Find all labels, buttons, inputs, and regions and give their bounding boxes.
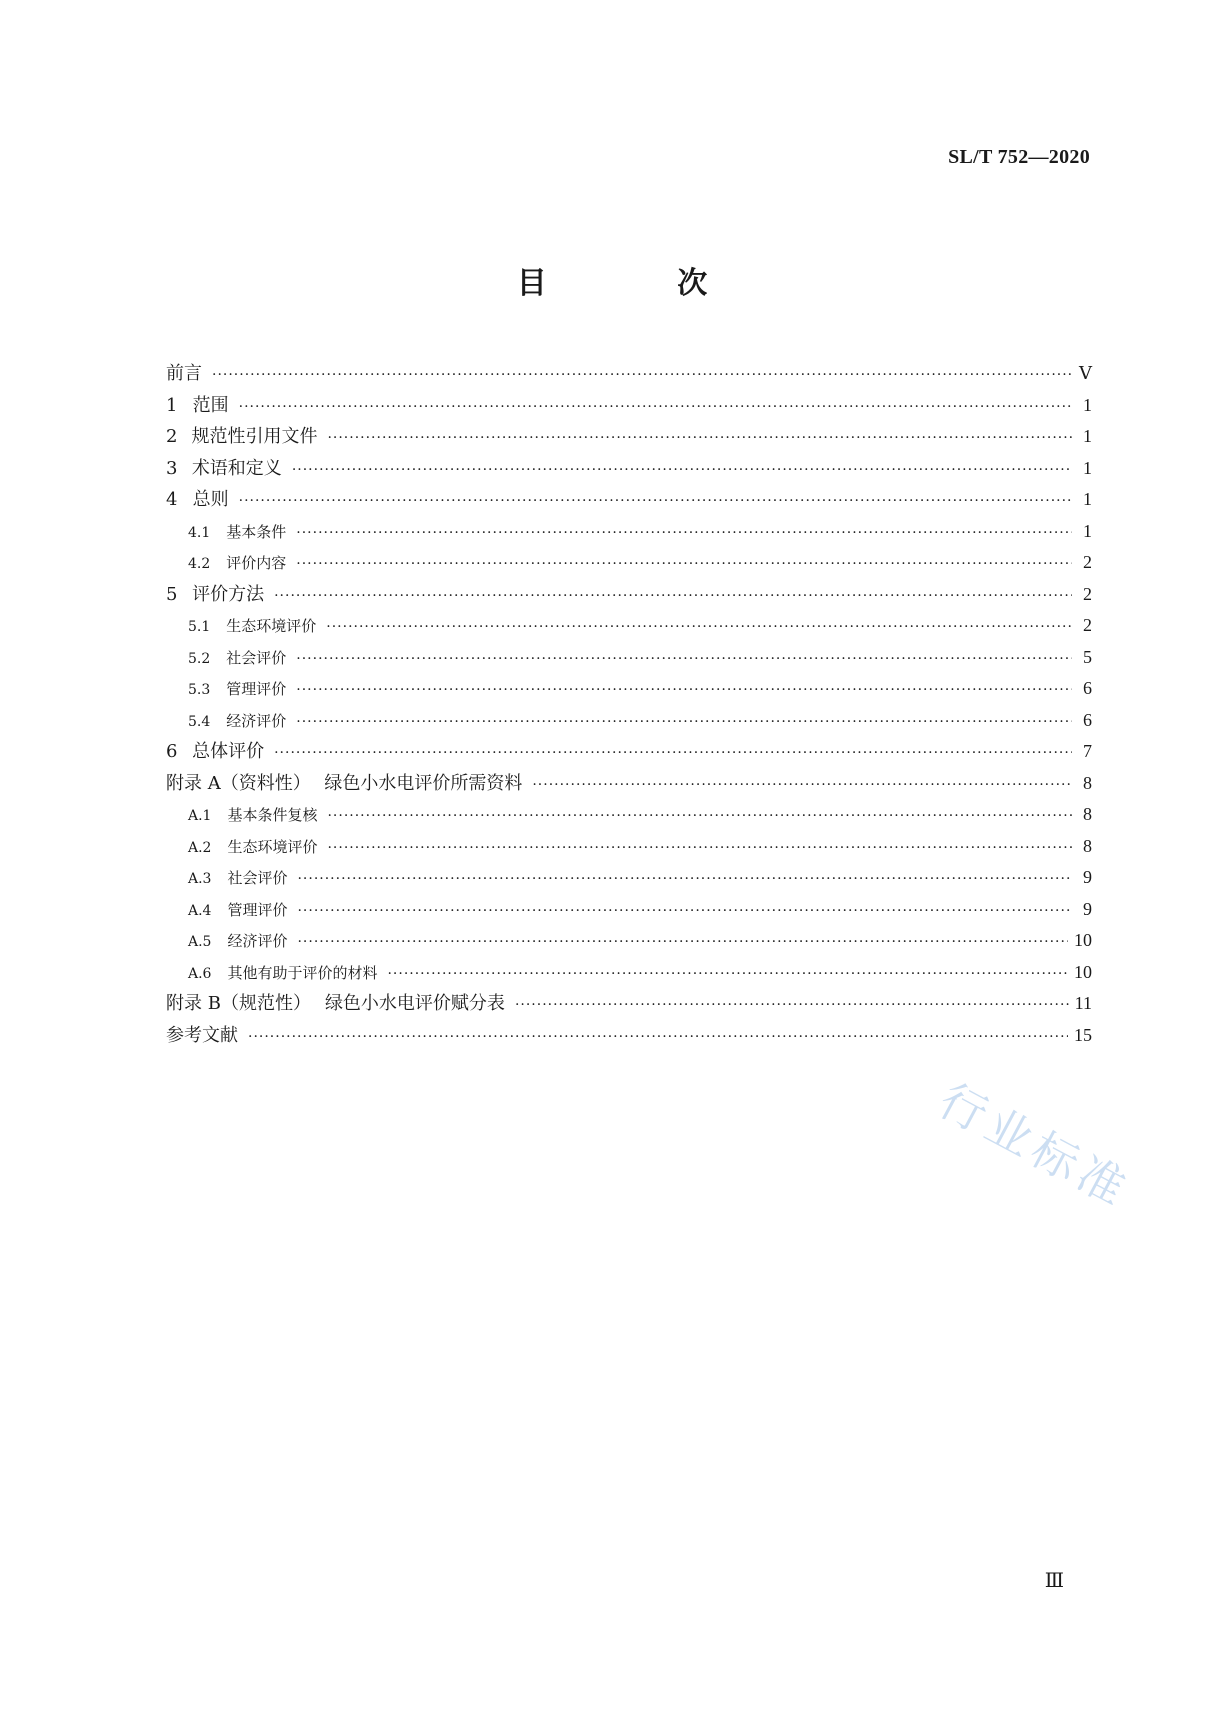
toc-entry-title: 范围 xyxy=(192,394,229,416)
toc-entry-number: A.3 xyxy=(188,871,212,887)
toc-entry-title: 绿色小水电评价所需资料 xyxy=(324,772,523,794)
toc-entry-number: 5.4 xyxy=(188,713,211,730)
toc-leader-dots xyxy=(296,707,1072,739)
toc-entry-title: 评价内容 xyxy=(226,554,287,572)
toc-entry-number: A.6 xyxy=(188,965,212,982)
toc-entry-page: 2 xyxy=(1083,615,1092,635)
toc-entry-number: 4.2 xyxy=(188,556,211,572)
toc-entry-title: 参考文献 xyxy=(166,1024,238,1046)
toc-leader-dots xyxy=(296,549,1072,581)
toc-entry[interactable] xyxy=(166,673,1092,705)
toc-entry[interactable] xyxy=(166,894,1092,926)
toc-entry-page: 8 xyxy=(1083,804,1092,824)
toc-entry-number: 附录 B（规范性） xyxy=(166,993,311,1014)
toc-entry-title: 经济评价 xyxy=(226,711,287,730)
toc-entry[interactable] xyxy=(166,358,1092,390)
toc-entry-title: 总体评价 xyxy=(192,741,265,762)
toc-leader-dots xyxy=(274,581,1072,613)
toc-entry-page: 1 xyxy=(1083,426,1092,446)
toc-entry[interactable] xyxy=(166,831,1092,863)
toc-entry-number: 6 xyxy=(166,741,178,762)
toc-leader-dots xyxy=(274,738,1072,770)
toc-entry-page: 2 xyxy=(1083,583,1092,604)
toc-leader-dots xyxy=(248,1022,1068,1054)
toc-leader-dots xyxy=(387,959,1068,991)
toc-entry-title: 经济评价 xyxy=(227,932,288,950)
toc-entry-number: 5.1 xyxy=(188,619,211,635)
toc-leader-dots xyxy=(212,360,1072,392)
toc-entry-page: 9 xyxy=(1083,867,1092,887)
toc-entry[interactable] xyxy=(166,421,1092,453)
toc-entry[interactable] xyxy=(166,957,1092,989)
document-code: SL/T 752—2020 xyxy=(948,146,1090,168)
toc-entry-title: 绿色小水电评价赋分表 xyxy=(324,993,505,1014)
toc-entry-title: 生态环境评价 xyxy=(227,837,318,856)
toc-entry-title: 基本条件 xyxy=(226,522,287,541)
page-number: Ⅲ xyxy=(1044,1570,1064,1592)
toc-entry-page: 5 xyxy=(1083,646,1092,667)
toc-entry[interactable] xyxy=(166,768,1092,800)
toc-entry[interactable] xyxy=(166,516,1092,548)
toc-leader-dots xyxy=(327,833,1072,865)
toc-entry-number: 5.2 xyxy=(188,650,211,667)
toc-entry-page: 9 xyxy=(1083,898,1092,919)
toc-entry[interactable] xyxy=(166,547,1092,579)
toc-entry-page: 6 xyxy=(1083,678,1092,698)
toc-entry-number: 附录 A（资料性） xyxy=(166,772,311,794)
toc-list xyxy=(166,358,1092,1051)
toc-leader-dots xyxy=(327,423,1072,455)
toc-entry-page: 10 xyxy=(1074,930,1092,950)
toc-leader-dots xyxy=(239,486,1072,518)
toc-entry-title: 其他有助于评价的材料 xyxy=(227,963,378,982)
toc-entry-page: 1 xyxy=(1083,520,1092,541)
toc-leader-dots xyxy=(296,644,1072,676)
toc-entry-number: A.5 xyxy=(188,934,212,950)
toc-entry-number: 3 xyxy=(166,457,178,479)
toc-entry[interactable] xyxy=(166,390,1092,422)
toc-leader-dots xyxy=(292,455,1072,487)
toc-entry-number: 5 xyxy=(166,583,178,605)
toc-entry-page: 1 xyxy=(1083,489,1092,509)
toc-leader-dots xyxy=(297,896,1072,928)
toc-entry-page: 15 xyxy=(1074,1024,1092,1045)
toc-leader-dots xyxy=(297,864,1072,896)
toc-entry-title: 社会评价 xyxy=(226,648,287,667)
toc-leader-dots xyxy=(297,927,1068,959)
toc-entry-page: 8 xyxy=(1083,835,1092,856)
toc-entry-page: 1 xyxy=(1083,394,1092,415)
toc-entry-page: 6 xyxy=(1083,709,1092,730)
toc-entry-title: 评价方法 xyxy=(192,583,265,605)
toc-leader-dots xyxy=(326,612,1072,644)
toc-entry[interactable] xyxy=(166,579,1092,611)
toc-entry-page: 2 xyxy=(1083,552,1092,572)
toc-entry-number: A.2 xyxy=(188,839,212,856)
toc-leader-dots xyxy=(296,675,1072,707)
toc-entry[interactable] xyxy=(166,484,1092,516)
toc-entry[interactable] xyxy=(166,642,1092,674)
toc-entry[interactable] xyxy=(166,705,1092,737)
toc-entry[interactable] xyxy=(166,862,1092,894)
toc-entry-title: 管理评价 xyxy=(226,680,287,698)
toc-entry-number: 4.1 xyxy=(188,524,211,541)
toc-entry-title: 基本条件复核 xyxy=(227,806,318,824)
toc-entry-title: 生态环境评价 xyxy=(226,617,317,635)
toc-leader-dots xyxy=(515,990,1069,1022)
toc-entry-page: Ⅴ xyxy=(1079,363,1092,383)
watermark: 行业标准 xyxy=(930,1072,1140,1219)
toc-entry[interactable] xyxy=(166,799,1092,831)
toc-entry[interactable] xyxy=(166,988,1092,1020)
toc-entry-page: 10 xyxy=(1074,961,1092,982)
toc-entry-number: 4 xyxy=(166,489,178,510)
toc-leader-dots xyxy=(532,770,1072,802)
toc-entry-page: 1 xyxy=(1083,457,1092,478)
toc-entry[interactable] xyxy=(166,1020,1092,1052)
toc-title: 目 次 xyxy=(516,266,768,301)
toc-entry-title: 规范性引用文件 xyxy=(191,426,318,447)
toc-entry-title: 总则 xyxy=(192,489,229,510)
toc-leader-dots xyxy=(239,392,1072,424)
toc-leader-dots xyxy=(296,518,1072,550)
toc-entry-title: 前言 xyxy=(166,363,202,384)
toc-entry-page: 7 xyxy=(1083,741,1092,761)
toc-entry-number: 5.3 xyxy=(188,682,211,698)
toc-entry-number: 2 xyxy=(166,426,178,447)
toc-entry-title: 术语和定义 xyxy=(191,457,282,479)
toc-entry[interactable] xyxy=(166,453,1092,485)
toc-entry-page: 11 xyxy=(1074,993,1092,1013)
toc-entry-number: A.1 xyxy=(188,808,212,824)
toc-entry[interactable] xyxy=(166,736,1092,768)
toc-entry[interactable] xyxy=(166,925,1092,957)
toc-entry-title: 管理评价 xyxy=(227,900,288,919)
toc-entry-number: A.4 xyxy=(188,902,212,919)
toc-entry-title: 社会评价 xyxy=(227,869,288,887)
toc-entry-number: 1 xyxy=(166,394,178,416)
toc-entry-page: 8 xyxy=(1083,772,1092,793)
toc-entry[interactable] xyxy=(166,610,1092,642)
toc-leader-dots xyxy=(327,801,1072,833)
